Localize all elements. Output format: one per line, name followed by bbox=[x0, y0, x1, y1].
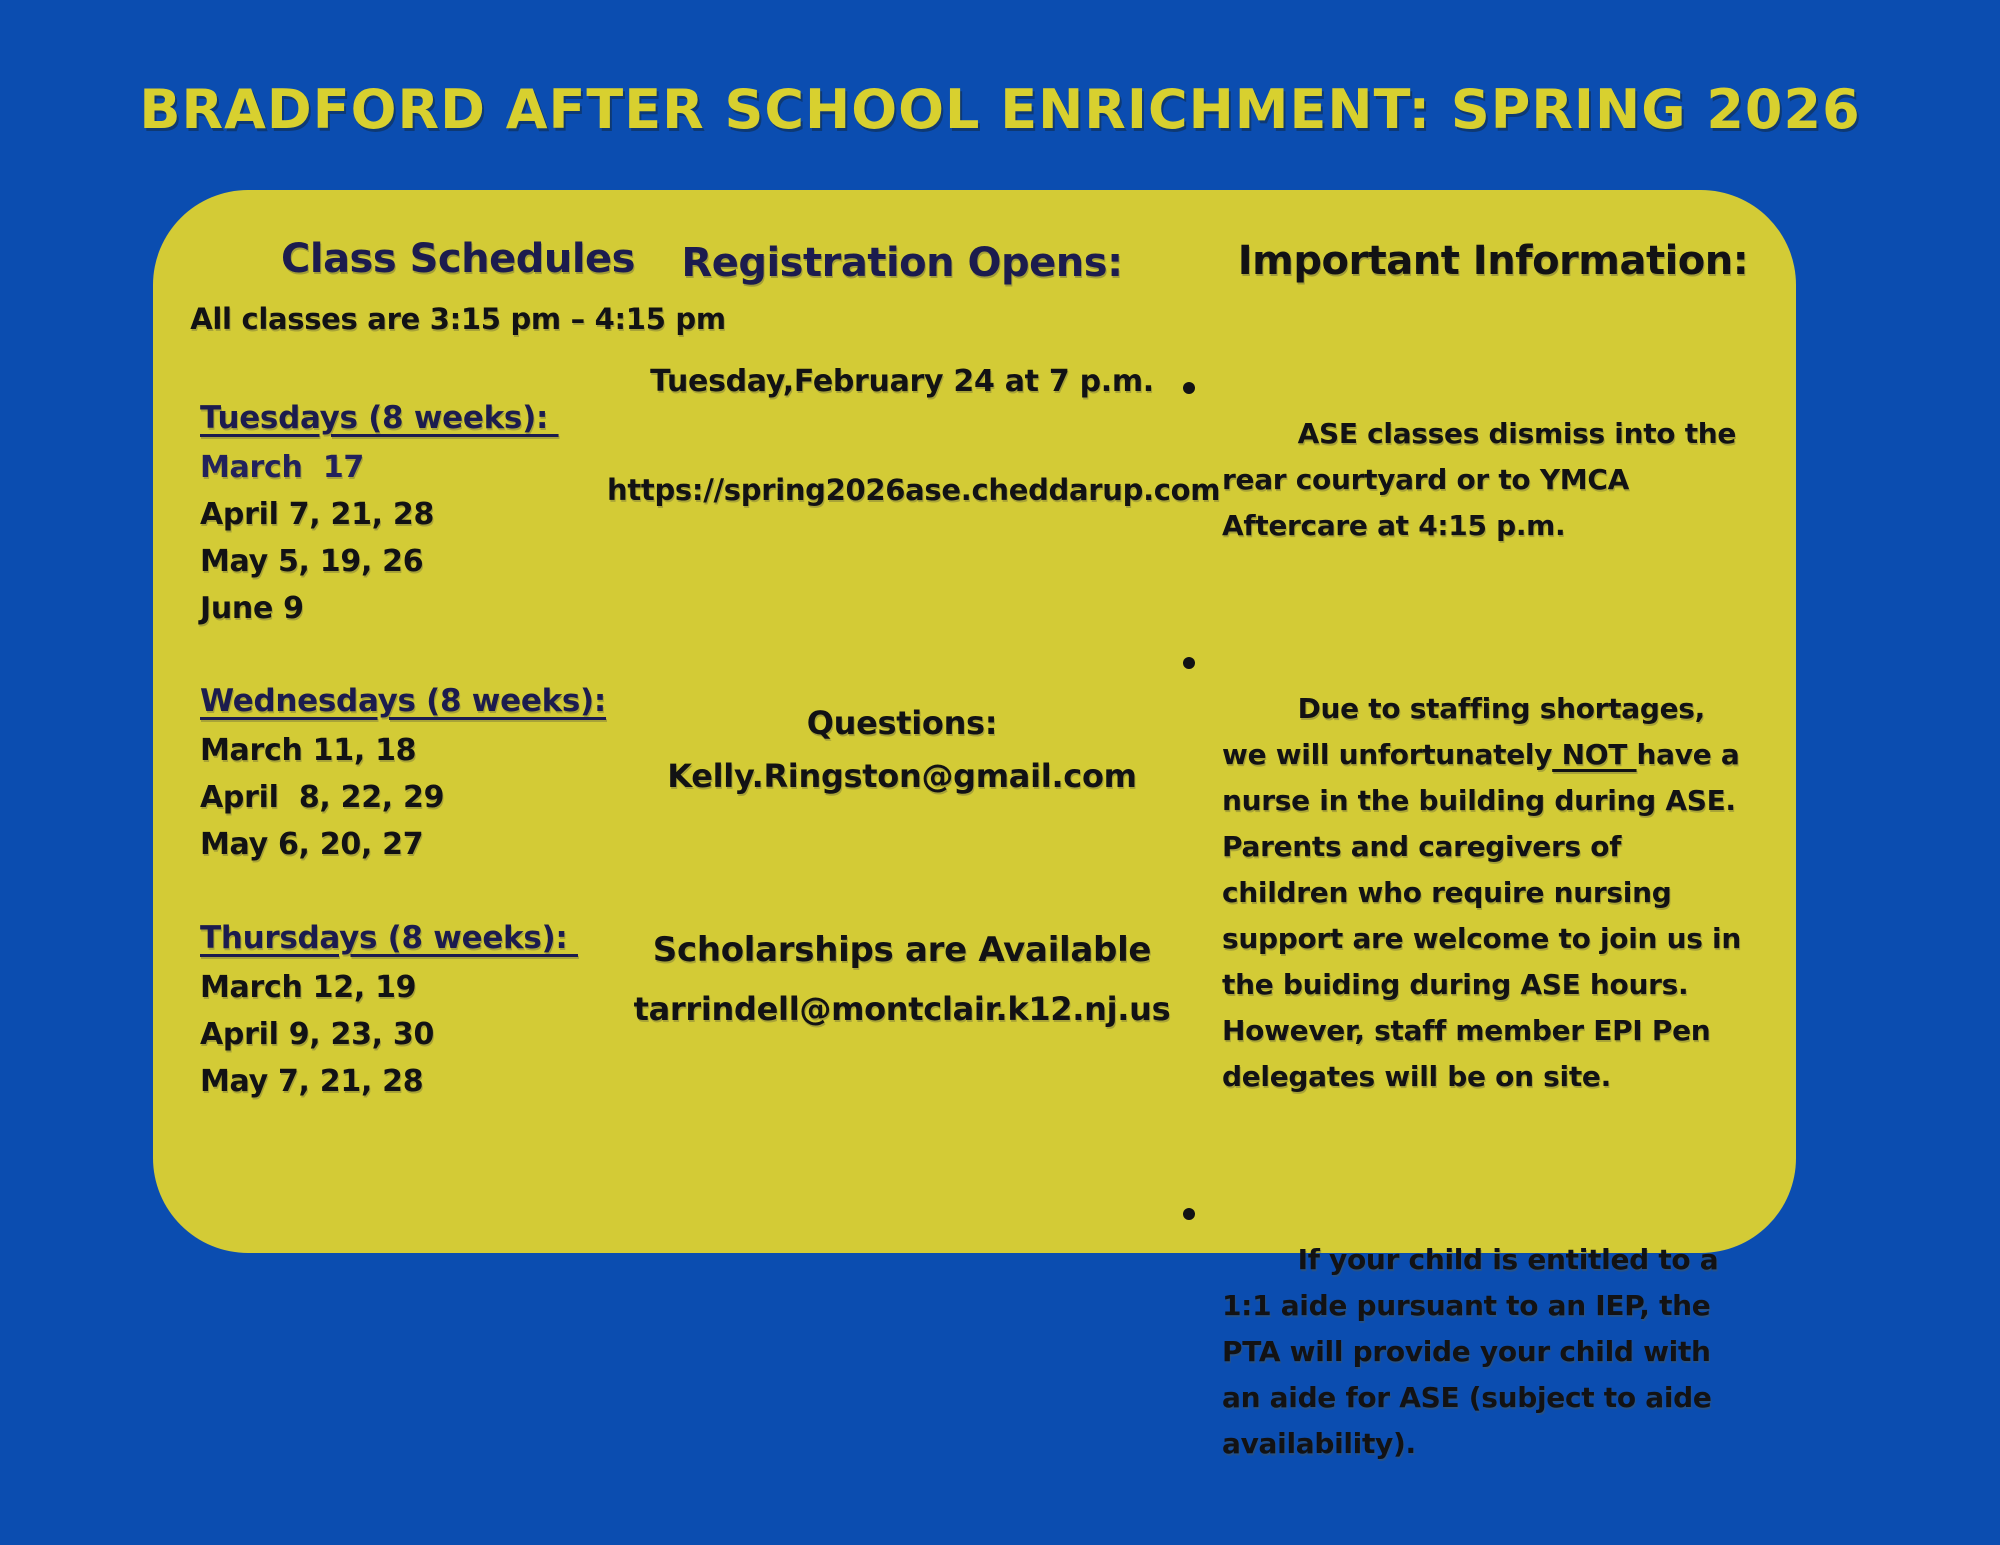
schedule-date-line: May 7, 21, 28 bbox=[200, 1064, 424, 1099]
info-bullet-nurse bbox=[1173, 640, 1774, 1146]
schedule-date-line: June 9 bbox=[200, 591, 304, 626]
bullet-dot-icon bbox=[1183, 657, 1195, 669]
bullet-dot-icon bbox=[1183, 382, 1195, 394]
info-bullet-aide bbox=[1173, 1191, 1741, 1513]
class-times-subheading: All classes are 3:15 pm – 4:15 pm bbox=[190, 302, 726, 336]
schedule-date-line: March 12, 19 bbox=[200, 970, 417, 1005]
scholarships-email: tarrindell@montclair.k12.nj.us bbox=[633, 990, 1171, 1028]
questions-label: Questions: bbox=[806, 704, 998, 742]
bullet-text: have a nurse in the building during ASE. Parents and caregivers of children who require nursing support are welcome to join us in the buiding during ASE hours. However, staff member EPI Pen delegates will be on site. bbox=[1222, 738, 1774, 1093]
class-schedules-heading: Class Schedules bbox=[281, 236, 635, 282]
schedule-date-line: March 17 bbox=[200, 450, 364, 485]
bullet-text: ASE classes dismiss into the rear courtyard or to YMCA Aftercare at 4:15 p.m. bbox=[1222, 417, 1746, 542]
bullet-dot-icon bbox=[1183, 1208, 1195, 1220]
schedule-date-line: April 9, 23, 30 bbox=[200, 1017, 435, 1052]
schedule-date-line: March 11, 18 bbox=[200, 733, 417, 768]
schedule-date-line: May 6, 20, 27 bbox=[200, 827, 424, 862]
registration-heading: Registration Opens: bbox=[681, 240, 1123, 286]
schedule-date-line: April 7, 21, 28 bbox=[200, 497, 435, 532]
important-information-heading: Important Information: bbox=[1237, 238, 1749, 284]
schedule-group-label: Wednesdays (8 weeks): bbox=[200, 683, 607, 719]
schedule-date-line: April 8, 22, 29 bbox=[200, 780, 445, 815]
flyer-title: BRADFORD AFTER SCHOOL ENRICHMENT: SPRING 2026 bbox=[139, 78, 1861, 141]
schedule-group-tuesdays bbox=[200, 400, 760, 632]
registration-url: https://spring2026ase.cheddarup.com bbox=[607, 473, 1221, 507]
bullet-text: If your child is entitled to a 1:1 aide pursuant to an IEP, the PTA will provide your child with an aide for ASE (subject to aide availability). bbox=[1222, 1243, 1728, 1460]
bullet-text-underlined: NOT bbox=[1552, 738, 1637, 771]
flyer-card bbox=[153, 190, 1796, 1460]
bullet-text: Due to staffing shortages, we will unfortunately bbox=[1222, 692, 1715, 771]
questions-email: Kelly.Ringston@gmail.com bbox=[667, 757, 1137, 795]
important-information-list bbox=[1173, 365, 1774, 1545]
schedule-group-label: Tuesdays (8 weeks): bbox=[200, 400, 559, 436]
scholarships-label: Scholarships are Available bbox=[652, 930, 1152, 970]
registration-datetime: Tuesday,February 24 at 7 p.m. bbox=[650, 364, 1154, 399]
info-bullet-dismissal bbox=[1173, 365, 1746, 595]
schedule-group-label: Thursdays (8 weeks): bbox=[200, 920, 578, 956]
schedule-date-line: May 5, 19, 26 bbox=[200, 544, 424, 579]
